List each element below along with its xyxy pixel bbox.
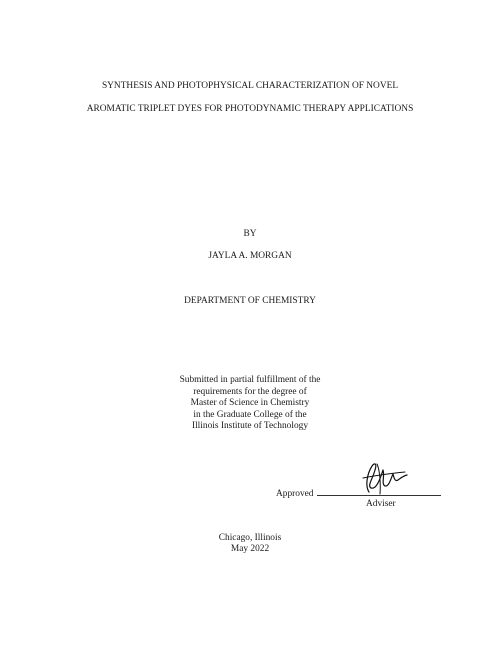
submission-line: Submitted in partial fulfillment of the: [179, 375, 321, 385]
submission-date: May 2022: [230, 544, 270, 554]
signature-line: [317, 488, 441, 496]
thesis-title-line-2: AROMATIC TRIPLET DYES FOR PHOTODYNAMIC THERAPY APPLICATIONS: [86, 104, 414, 114]
by-label: BY: [243, 229, 257, 239]
submission-line: in the Graduate College of the: [193, 409, 307, 420]
location-city: Chicago, Illinois: [218, 533, 282, 543]
submission-line: Illinois Institute of Technology: [191, 421, 309, 431]
submission-statement: [0, 375, 500, 433]
department-name: DEPARTMENT OF CHEMISTRY: [184, 296, 316, 306]
approval-row: [276, 488, 441, 500]
approved-label: Approved: [276, 489, 314, 499]
author-name: JAYLA A. MORGAN: [208, 251, 292, 261]
adviser-label: Adviser: [366, 499, 396, 509]
submission-line: Master of Science in Chemistry: [190, 398, 310, 408]
submission-line: requirements for the degree of: [193, 386, 307, 397]
thesis-title-line-1: SYNTHESIS AND PHOTOPHYSICAL CHARACTERIZATION OF NOVEL: [101, 81, 399, 91]
